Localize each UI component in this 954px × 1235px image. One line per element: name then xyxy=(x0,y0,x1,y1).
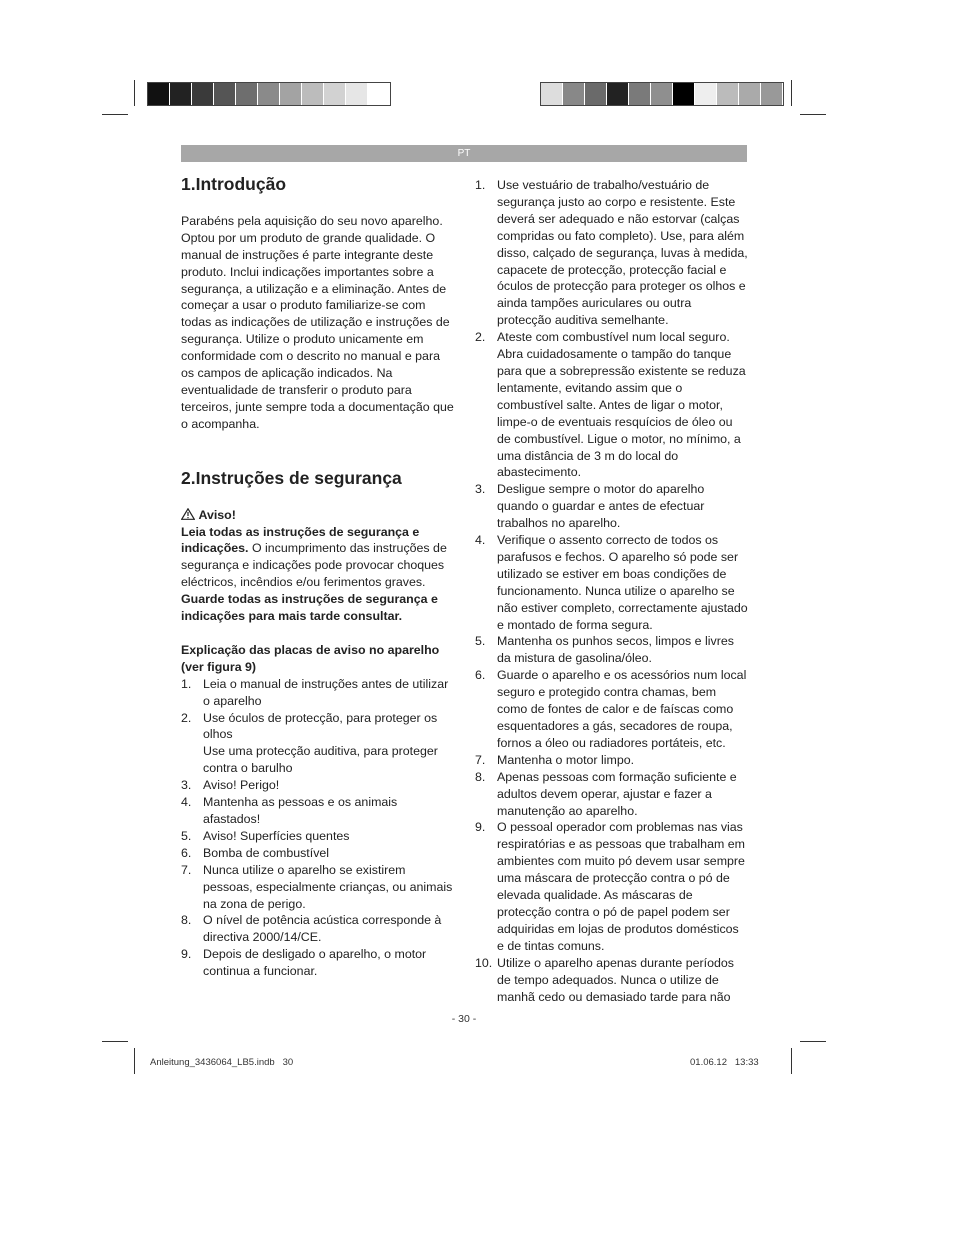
warning-paragraph xyxy=(181,524,455,625)
color-swatch xyxy=(148,83,170,105)
list-item xyxy=(181,710,455,744)
list-item-text: Use óculos de protecção, para proteger os olhos xyxy=(203,710,438,742)
list-item-number: 5. xyxy=(181,828,192,843)
list-item xyxy=(181,676,455,710)
list-item xyxy=(181,845,455,862)
color-swatch xyxy=(302,83,324,105)
list-item-text: Bomba de combustível xyxy=(203,845,330,860)
color-swatch xyxy=(651,83,673,105)
warning-label-text: Aviso! xyxy=(198,507,236,522)
list-item-text: Mantenha as pessoas e os animais afastados! xyxy=(203,795,398,826)
list-item-number: 10. xyxy=(475,955,493,970)
warning-text: O incumprimento das instruções de segurança e indicações pode provocar choques eléctricos, incêndios e/ou ferimentos graves. xyxy=(181,541,447,590)
list-item-text: Mantenha o motor limpo. xyxy=(497,752,635,767)
warning-bold-2: Guarde todas as instruções de segurança e indicações para mais tarde consultar. xyxy=(181,592,438,624)
list-item xyxy=(475,633,749,667)
list-item xyxy=(475,752,749,769)
crop-mark xyxy=(800,1041,826,1042)
list-item-text: O nível de potência acústica corresponde à directiva 2000/14/CE. xyxy=(203,913,442,945)
color-swatch xyxy=(695,83,717,105)
color-swatch xyxy=(541,83,563,105)
list-item xyxy=(475,819,749,954)
left-column xyxy=(181,176,455,980)
warning-triangle-icon xyxy=(181,508,195,520)
list-item-number: 1. xyxy=(181,676,192,691)
color-swatch xyxy=(258,83,280,105)
file-slug: Anleitung_3436064_LB5.indb 30 xyxy=(150,1057,294,1068)
list-item-text: Use vestuário de trabalho/vestuário de segurança justo ao corpo e resistente. Este deverá ser adequado e não estorvar (calças compridas ou fato completo). Use, para além disso, calçado de segurança, luvas à medida, capacete de protecção, protecção facial e óculos de protecção para proteger os olhos e ainda tampões auriculares ou outra protecção auditiva semelhante. xyxy=(497,178,748,328)
list-item-number: 4. xyxy=(181,795,192,810)
list-item xyxy=(475,769,749,820)
crop-mark xyxy=(134,1048,135,1074)
list-item-number: 2. xyxy=(475,330,486,345)
color-swatch xyxy=(280,83,302,105)
list-item xyxy=(475,667,749,752)
warning-bold-1: Leia todas as instruções de segurança e indicações. xyxy=(181,524,420,556)
color-swatch xyxy=(585,83,607,105)
color-swatch xyxy=(192,83,214,105)
list-item-number: 9. xyxy=(181,947,192,962)
intro-heading: 1.Introdução xyxy=(181,174,287,194)
color-registration-strip-left xyxy=(147,82,391,106)
color-swatch xyxy=(324,83,346,105)
list-item-number: 7. xyxy=(181,862,192,877)
color-registration-strip-right xyxy=(540,82,784,106)
language-bar: PT xyxy=(181,145,747,162)
list-item-text: Utilize o aparelho apenas durante períodos de tempo adequados. Nunca o utilize de manhã cedo ou demasiado tarde para não xyxy=(497,955,734,1004)
list-item-text: Aviso! Perigo! xyxy=(203,778,280,793)
list-item-text: Nunca utilize o aparelho se existirem pessoas, especialmente crianças, ou animais na zona de perigo. xyxy=(203,862,453,911)
color-swatch xyxy=(170,83,192,105)
list-item-text: Apenas pessoas com formação suficiente e adultos devem operar, ajustar e fazer a manutenção ao aparelho. xyxy=(497,769,737,818)
list-item xyxy=(475,329,749,481)
list-item-number: 3. xyxy=(181,778,192,793)
plates-heading: Explicação das placas de aviso no aparelho (ver figura 9) xyxy=(181,642,440,674)
list-item xyxy=(181,777,455,794)
page-number: - 30 - xyxy=(451,1013,477,1025)
color-swatch xyxy=(368,83,390,105)
list-item xyxy=(181,946,455,980)
list-item-number: 2. xyxy=(181,710,192,725)
list-item-number: 9. xyxy=(475,820,486,835)
list-item-number: 8. xyxy=(181,913,192,928)
list-item xyxy=(475,532,749,633)
crop-mark xyxy=(102,114,128,115)
list-item-text: Verifique o assento correcto de todos os parafusos e fechos. O aparelho só pode ser utilizado se estiver em boas condições de funcionamento. Nunca utilize o aparelho se não estiver completo, correctamente ajustado e montado de forma segura. xyxy=(497,533,748,632)
list-item xyxy=(181,862,455,913)
crop-mark xyxy=(791,80,792,106)
list-item xyxy=(181,828,455,845)
list-item xyxy=(475,955,749,1006)
list-item-number: 7. xyxy=(475,752,486,767)
list-item-text: Desligue sempre o motor do aparelho quando o guardar e antes de efectuar trabalhos no aparelho. xyxy=(497,482,705,531)
color-swatch xyxy=(673,83,695,105)
print-date: 01.06.12 13:33 xyxy=(690,1057,759,1068)
color-swatch xyxy=(236,83,258,105)
plates-list xyxy=(181,676,455,980)
color-swatch xyxy=(214,83,236,105)
list-item xyxy=(181,912,455,946)
list-item-text: Depois de desligado o aparelho, o motor continua a funcionar. xyxy=(203,947,427,979)
color-swatch xyxy=(607,83,629,105)
list-item-number: 8. xyxy=(475,769,486,784)
color-swatch xyxy=(739,83,761,105)
color-swatch xyxy=(346,83,368,105)
intro-paragraph: Parabéns pela aquisição do seu novo aparelho. Optou por um produto de grande qualidade. O manual de instruções é parte integrante deste produto. Inclui indicações importantes sobre a segurança, a utilização e a eliminação. Antes de começar a usar o produto familiarize-se com todas as indicações de utilização e instruções de segurança. Utilize o produto unicamente em conformidade com o descrito no manual e para os campos de aplicação indicados. Na eventualidade de transferir o produto para terceiros, junte sempre toda a documentação que o acompanha. xyxy=(181,213,454,431)
crop-mark xyxy=(134,80,135,106)
list-item-text: O pessoal operador com problemas nas vias respiratórias e as pessoas que trabalham em ambientes com muito pó devem usar sempre uma máscara de protecção contra o pó de elevada qualidade. As máscaras de protecção contra o pó de papel podem ser adquiridas em lojas de produtos domésticos e de tintas comuns. xyxy=(497,820,745,953)
crop-mark xyxy=(791,1048,792,1074)
list-item-number: 6. xyxy=(181,845,192,860)
color-swatch xyxy=(717,83,739,105)
color-swatch xyxy=(563,83,585,105)
list-item-text: Ateste com combustível num local seguro. Abra cuidadosamente o tampão do tanque para que a sobrepressão existente se reduza lentamente, evitando assim que o combustível salte. Antes de ligar o motor, limpe-o de eventuais resquícios de óleo ou de combustível. Ligue o motor, no mínimo, a uma distância de 3 m do local do abastecimento. xyxy=(497,330,746,480)
crop-mark xyxy=(102,1041,128,1042)
crop-mark xyxy=(800,114,826,115)
list-item xyxy=(475,177,749,329)
list-item-text: Leia o manual de instruções antes de utilizar o aparelho xyxy=(203,676,449,708)
safety-rules-list xyxy=(475,177,749,1005)
warning-label xyxy=(181,507,455,524)
right-column xyxy=(475,177,749,1005)
list-item-number: 5. xyxy=(475,634,486,649)
color-swatch xyxy=(761,83,783,105)
list-item xyxy=(181,794,455,828)
list-item xyxy=(475,481,749,532)
list-item xyxy=(181,743,455,777)
list-item-text: Use uma protecção auditiva, para proteger contra o barulho xyxy=(203,744,438,776)
list-item-text: Mantenha os punhos secos, limpos e livres da mistura de gasolina/óleo. xyxy=(497,634,734,666)
list-item-text: Aviso! Superfícies quentes xyxy=(203,828,350,843)
list-item-text: Guarde o aparelho e os acessórios num local seguro e protegido contra chamas, bem como de fontes de calor e de faíscas como esquentadores a gás, secadores de roupa, fornos a óleo ou radiadores portáteis, etc. xyxy=(497,668,747,750)
list-item-number: 3. xyxy=(475,482,486,497)
safety-heading: 2.Instruções de segurança xyxy=(181,467,402,488)
list-item-number: 1. xyxy=(475,178,486,192)
list-item-number: 6. xyxy=(475,668,486,683)
color-swatch xyxy=(629,83,651,105)
list-item-number: 4. xyxy=(475,533,486,548)
